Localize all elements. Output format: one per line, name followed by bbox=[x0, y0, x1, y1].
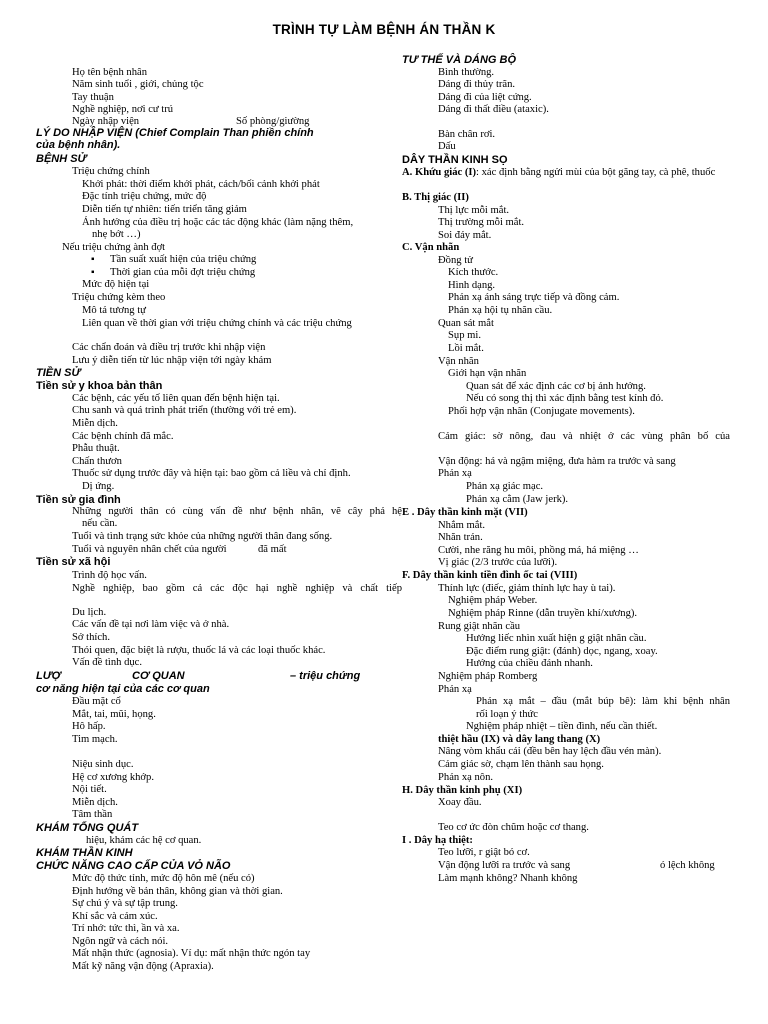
text-line: Vận động: há và ngậm miệng, đưa hàm ra trước và sang bbox=[438, 456, 676, 467]
section-heading: E . Dây thần kinh mặt (VII) bbox=[402, 507, 528, 518]
section-heading: CƠ QUAN bbox=[132, 670, 185, 682]
text-line: Triệu chứng chính bbox=[72, 166, 150, 177]
text-line: Các chẩn đoán và điều trị trước khi nhập viện bbox=[72, 342, 266, 353]
text-line: Mức độ hiện tại bbox=[82, 279, 150, 290]
text-line: Phản xạ nôn. bbox=[438, 772, 494, 783]
text-line: Bàn chân rơi. bbox=[438, 129, 496, 140]
section-heading: – triệu chứng bbox=[290, 670, 361, 682]
text-line: Trình độ học vấn. bbox=[72, 570, 147, 581]
section-heading: F. Dây thần kinh tiền đình ốc tai (VIII) bbox=[402, 570, 578, 581]
section-heading: cơ năng hiện tại của các cơ quan bbox=[36, 683, 210, 695]
text-line: Nghiệm pháp nhiệt – tiền đình, nếu cần thiết. bbox=[466, 721, 658, 732]
text-line: Hô hấp. bbox=[72, 721, 106, 732]
text-line: Ảnh hưởng của điều trị hoặc các tác động khác (làm nặng thêm, bbox=[82, 217, 354, 228]
text-line: hiệu, khám các hệ cơ quan. bbox=[86, 835, 202, 846]
section-heading: DÂY THẦN KINH SỌ bbox=[402, 154, 508, 166]
text-line: Liên quan về thời gian với triệu chứng chính và các triệu chứng bbox=[82, 318, 352, 329]
text-line: Bình thường. bbox=[438, 67, 495, 78]
text-line: Diễn tiến tự nhiên: tiến triển tăng giảm bbox=[82, 204, 247, 215]
text-line: Rung giật nhãn cầu bbox=[438, 621, 521, 632]
text-line: Cảm giác sờ, chạm lên thành sau họng. bbox=[438, 759, 604, 770]
text-line: Nhăn trán. bbox=[438, 532, 483, 543]
text-line: Khí sắc và cảm xúc. bbox=[72, 911, 158, 922]
section-heading: KHÁM THẦN KINH bbox=[36, 847, 133, 859]
text-line: Niệu sinh dục. bbox=[72, 759, 134, 770]
text-line: Nghiệm pháp Romberg bbox=[438, 671, 538, 682]
text-line: Dáng đi của liệt cứng. bbox=[438, 92, 532, 103]
section-heading: Tiền sử y khoa bản thân bbox=[36, 380, 163, 392]
text-line: Kích thước. bbox=[448, 267, 499, 278]
text-line: Giới hạn vận nhãn bbox=[448, 368, 527, 379]
section-heading: LÝ DO NHẬP VIỆN (Chief Complain Than phiền chính bbox=[36, 127, 314, 139]
text-line: Nâng vòm khẩu cái (đều bên hay lệch đầu vén màn). bbox=[438, 746, 662, 757]
text-line: Đầu mặt cổ bbox=[72, 696, 121, 707]
text-line: Thị lực mỗi mắt. bbox=[438, 205, 510, 216]
section-heading: thiệt hầu (IX) và dây lang thang (X) bbox=[438, 734, 601, 745]
text-line: rối loạn ý thức bbox=[476, 709, 538, 720]
text-line: Miễn dịch. bbox=[72, 797, 118, 808]
text-line: Năm sinh tuổi , giới, chủng tộc bbox=[72, 79, 204, 90]
text-line: đã mất bbox=[258, 544, 287, 555]
text-line: Các bệnh, các yếu tố liên quan đến bệnh hiện tại. bbox=[72, 393, 280, 404]
section-heading bbox=[402, 167, 715, 179]
text-line: ▪ Thời gian của mỗi đợt triệu chứng bbox=[110, 267, 255, 279]
text-line: Phản xạ cằm (Jaw jerk). bbox=[466, 494, 569, 505]
section-heading: TƯ THẾ VÀ DÁNG BỘ bbox=[402, 54, 517, 66]
text-line: Phối hợp vận nhãn (Conjugate movements). bbox=[448, 406, 635, 417]
text-line: Phẫu thuật. bbox=[72, 443, 120, 454]
text-line: Các bệnh chính đã mắc. bbox=[72, 431, 174, 442]
section-heading: C. Vận nhãn bbox=[402, 242, 460, 253]
text-line: Số phòng/giường bbox=[236, 116, 310, 127]
text-line: Hướng liếc nhìn xuất hiện g giật nhãn cầu. bbox=[466, 633, 647, 644]
text-line: Xoay đầu. bbox=[438, 797, 482, 808]
text-line: nhẹ bớt …) bbox=[92, 229, 141, 240]
text-line: ó lệch không bbox=[660, 860, 715, 871]
text-line: Dị ứng. bbox=[82, 481, 115, 492]
text-line: Tay thuận bbox=[72, 92, 114, 103]
text-line: Hình dạng. bbox=[448, 280, 496, 291]
text-line: Nếu có song thị thì xác định bằng test kính đỏ. bbox=[466, 393, 664, 404]
text-line: Vấn đề tình dục. bbox=[72, 657, 143, 668]
text-line: Những người thân có cùng vấn đề như bệnh nhân, vẽ cây phả hệ bbox=[72, 506, 402, 517]
text-line: Dáng đi thất điều (ataxic). bbox=[438, 104, 549, 115]
text-line: Nghề nghiệp, nơi cư trú bbox=[72, 104, 174, 115]
text-line: ▪ Tần suất xuất hiện của triệu chứng bbox=[110, 254, 256, 266]
text-line: Quan sát để xác định các cơ bị ảnh hưởng. bbox=[466, 381, 646, 392]
text-line: Nội tiết. bbox=[72, 784, 107, 795]
text-line: Soi đáy mắt. bbox=[438, 230, 492, 241]
text-line: Cười, nhe răng hu môi, phồng má, há miệng … bbox=[438, 545, 639, 556]
text-line: Nhắm mắt. bbox=[438, 520, 486, 531]
text-line: Quan sát mắt bbox=[438, 318, 494, 329]
text-line: Chấn thươn bbox=[72, 456, 122, 467]
text-line: Làm mạnh không? Nhanh không bbox=[438, 873, 578, 884]
text-line: Sở thích. bbox=[72, 632, 110, 643]
text-line: Phản xạ bbox=[438, 684, 472, 695]
text-line: Du lịch. bbox=[72, 607, 107, 618]
text-line: Teo cơ ức đòn chũm hoặc cơ thang. bbox=[438, 822, 589, 833]
text-line: Ngày nhập viện bbox=[72, 116, 140, 127]
text-line: Thói quen, đặc biệt là rượu, thuốc lá và các loại thuốc khác. bbox=[72, 645, 326, 656]
text-line: Nghiệm pháp Weber. bbox=[448, 595, 538, 606]
text-line: Các vấn đề tại nơi làm việc và ở nhà. bbox=[72, 619, 230, 630]
text-line: Trí nhớ: tức thì, ần và xa. bbox=[72, 923, 180, 934]
text-line: Ngôn ngữ và cách nói. bbox=[72, 936, 169, 947]
text-line: Mô tả tương tự bbox=[82, 305, 146, 316]
section-heading: Tiền sử xã hội bbox=[36, 556, 111, 568]
text-line: Triệu chứng kèm theo bbox=[72, 292, 166, 303]
text-line: Phản xạ mắt – đầu (mắt búp bê): làm khi bệnh nhân bbox=[476, 696, 730, 707]
section-heading: của bệnh nhân). bbox=[36, 139, 121, 151]
text-line: Tim mạch. bbox=[72, 734, 118, 745]
text-line: Tuổi và tình trạng sức khỏe của những người thân đang sống. bbox=[72, 531, 333, 542]
text-line: Nghề nghiệp, bao gồm cả các độc hại nghề nghiệp và chất tiếp bbox=[72, 583, 402, 594]
text-line: Vận nhãn bbox=[438, 356, 479, 367]
text-line: Lồi mắt. bbox=[448, 343, 484, 354]
heading-label: A. Khứu giác (I) bbox=[402, 167, 477, 178]
text-line: Cảm giác: sờ nông, đau và nhiệt ở các vùng phân bố của bbox=[438, 431, 730, 442]
text-line: Tuổi và nguyên nhân chết của người bbox=[72, 544, 227, 555]
section-heading: BỆNH SỬ bbox=[36, 153, 87, 165]
section-heading: LƯỢ bbox=[36, 670, 61, 682]
text-line: Khởi phát: thời điểm khởi phát, cách/bối cảnh khởi phát bbox=[82, 179, 320, 190]
text-line: Vận động lưỡi ra trước và sang bbox=[438, 860, 571, 871]
text-line: Định hướng về bản thân, không gian và thời gian. bbox=[72, 886, 283, 897]
text-line: Hướng của chiều đánh nhanh. bbox=[466, 658, 593, 669]
text-line: Dấu bbox=[438, 141, 456, 152]
text-line: Phản xạ ánh sáng trực tiếp và đồng cảm. bbox=[448, 292, 620, 303]
text-line: Sự chú ý và sự tập trung. bbox=[72, 898, 178, 909]
text-line: Sụp mi. bbox=[448, 330, 481, 341]
text-line: Nghiệm pháp Rinne (dẫn truyền khí/xương). bbox=[448, 608, 638, 619]
text-line: Hệ cơ xương khớp. bbox=[72, 772, 154, 783]
text-line: nếu cần. bbox=[82, 518, 118, 529]
text-line: Đồng tử bbox=[438, 255, 473, 266]
text-line: Nếu triệu chứng ành đợt bbox=[62, 242, 166, 253]
text-line: Dáng đi thủy trãn. bbox=[438, 79, 516, 90]
section-heading: KHÁM TỔNG QUÁT bbox=[36, 822, 139, 834]
text-line: Tâm thần bbox=[72, 809, 113, 820]
section-heading: CHỨC NĂNG CAO CẤP CỦA VỎ NÃO bbox=[36, 860, 231, 872]
heading-text: : xác định bằng ngửi mùi của bột găng tay, cà phê, thuốc bbox=[476, 167, 716, 178]
text-line: Phản xạ hội tụ nhãn cầu. bbox=[448, 305, 553, 316]
text-line: Thuốc sử dụng trước đây và hiện tại: bao gồm cả liều và chỉ định. bbox=[72, 468, 351, 479]
text-line: Mắt, tai, mũi, họng. bbox=[72, 709, 156, 720]
text-line: Thị trường mỗi mắt. bbox=[438, 217, 525, 228]
text-line: Vị giác (2/3 trước của lưỡi). bbox=[438, 557, 558, 568]
text-line: Đặc điểm rung giật: (đánh) dọc, ngang, xoay. bbox=[466, 646, 658, 657]
text-line: Miễn dịch. bbox=[72, 418, 118, 429]
text-line: Mức độ thức tỉnh, mức độ hôn mê (nếu có) bbox=[72, 873, 255, 884]
text-line: Chu sanh và quá trình phát triển (thường với trẻ em). bbox=[72, 405, 297, 416]
text-line: Thính lực (điếc, giảm thính lực hay ù tai). bbox=[438, 583, 616, 594]
section-heading: TIỀN SỬ bbox=[36, 367, 81, 379]
section-heading: H. Dây thần kinh phụ (XI) bbox=[402, 785, 523, 796]
section-heading: Tiền sử gia đình bbox=[36, 494, 121, 506]
text-line: Đặc tính triệu chứng, mức độ bbox=[82, 191, 207, 202]
text-line: Lưu ý diễn tiến từ lúc nhập viện tới ngày khám bbox=[72, 355, 272, 366]
document-title: TRÌNH TỰ LÀM BỆNH ÁN THẦN K bbox=[272, 22, 496, 37]
text-line: Mất kỹ năng vận động (Apraxia). bbox=[72, 961, 214, 972]
text-line: Phản xạ bbox=[438, 468, 472, 479]
section-heading: B. Thị giác (II) bbox=[402, 192, 469, 203]
text-line: Teo lưỡi, r giật bó cơ. bbox=[438, 847, 530, 858]
section-heading: I . Dây hạ thiệt: bbox=[402, 835, 473, 846]
text-line: Phản xạ giác mạc. bbox=[466, 481, 544, 492]
text-line: Mất nhận thức (agnosia). Ví dụ: mất nhận thức ngón tay bbox=[72, 948, 311, 959]
text-line: Họ tên bệnh nhân bbox=[72, 67, 148, 78]
